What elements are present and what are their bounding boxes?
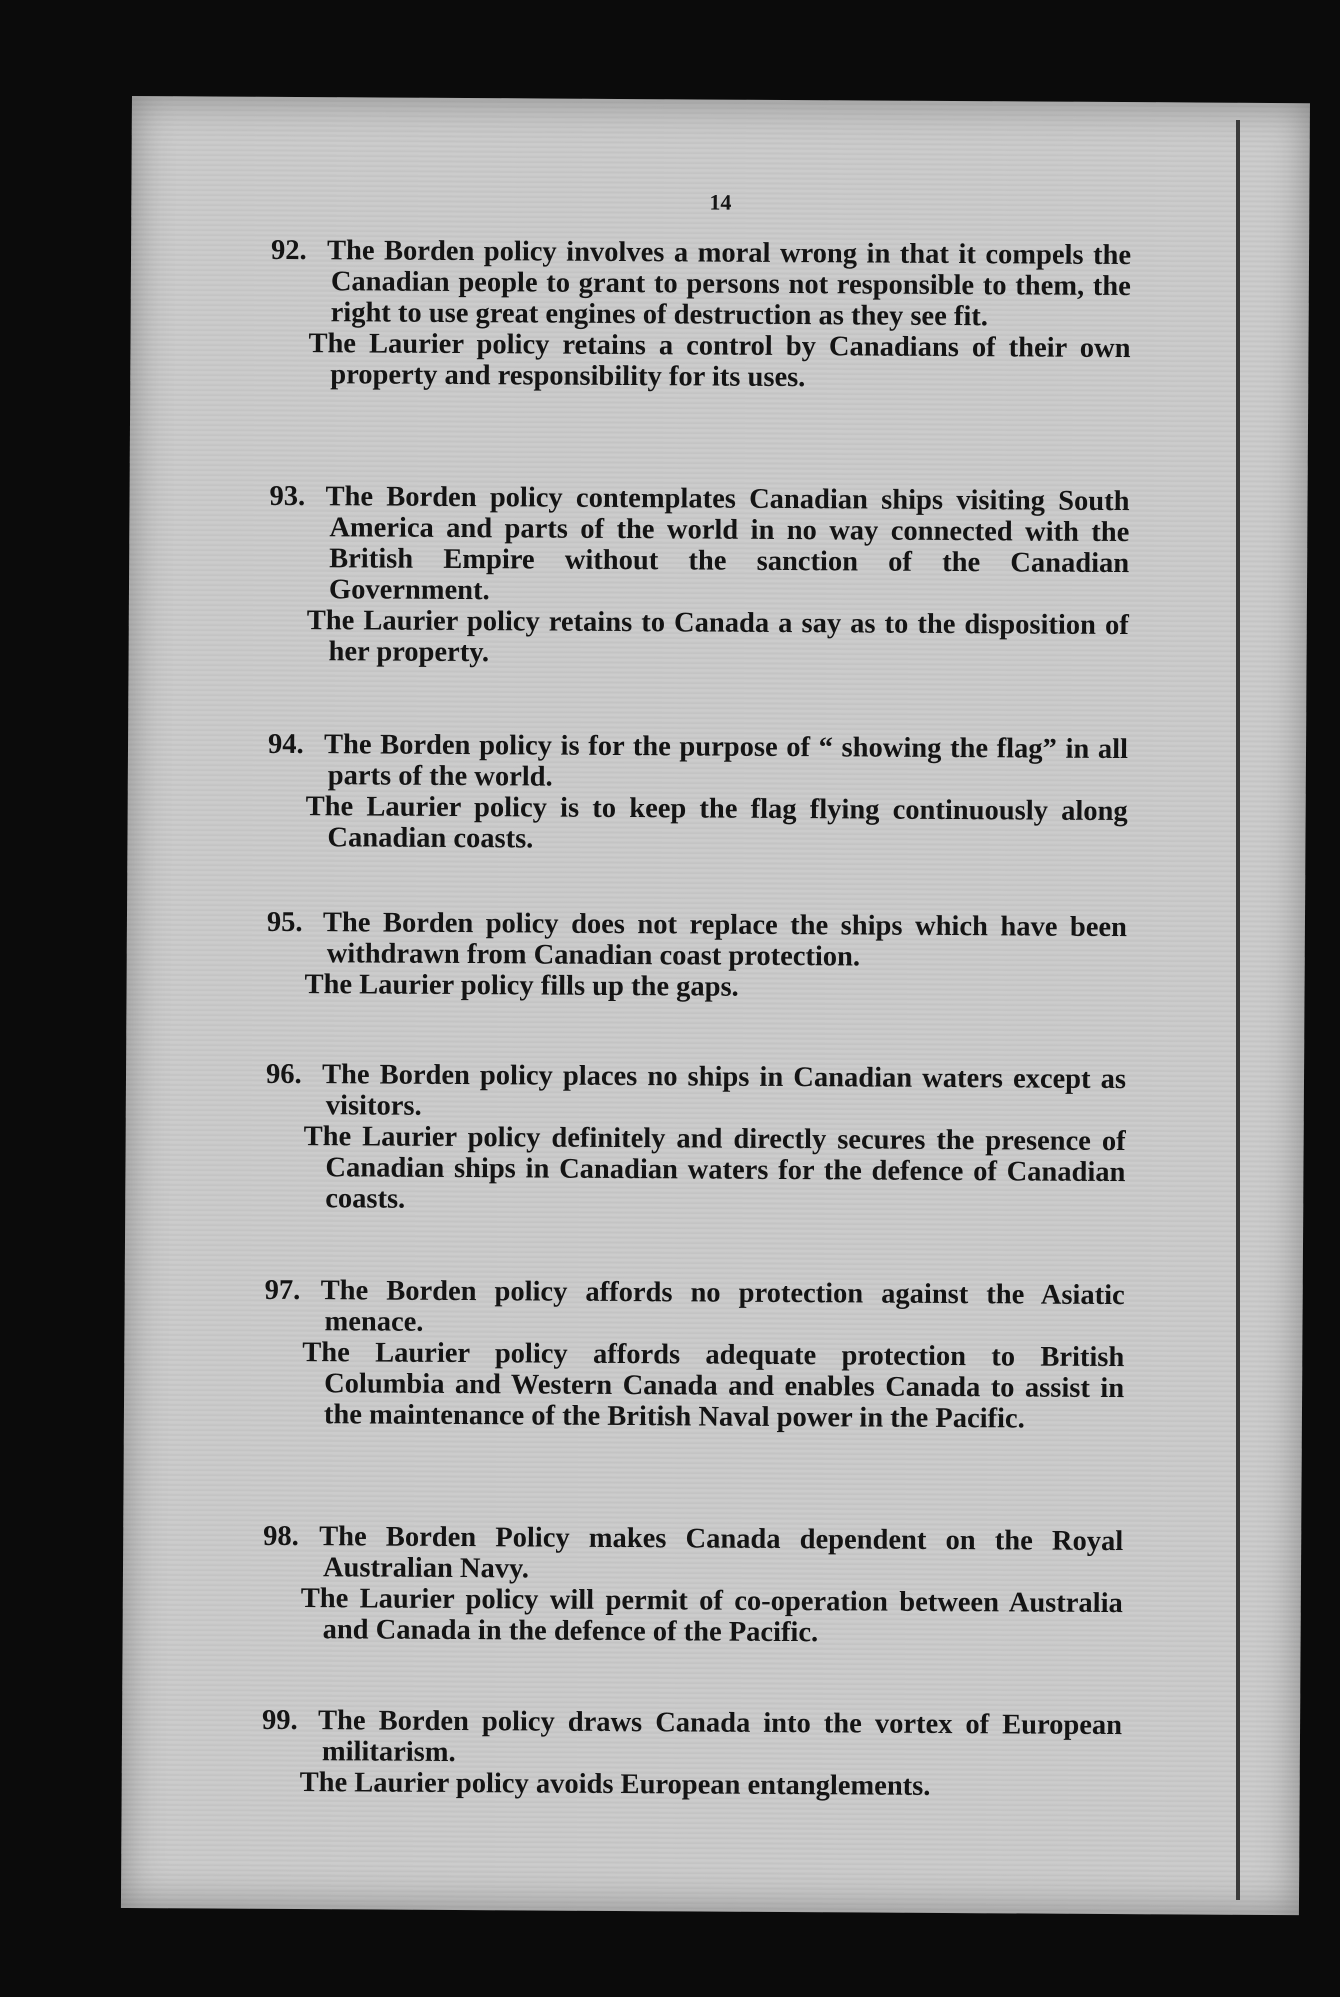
page-edge-divider xyxy=(1236,120,1240,1900)
borden-statement xyxy=(268,729,1128,796)
borden-text: The Borden policy is for the purpose of “ showing the flag” in all parts of the world. xyxy=(323,729,1129,793)
laurier-statement: The Laurier policy retains to Canada a say as to the disposition of her property. xyxy=(306,605,1129,669)
borden-statement xyxy=(264,1275,1124,1342)
item-number: 98. xyxy=(263,1520,299,1553)
list-item-94 xyxy=(267,729,1128,858)
borden-statement xyxy=(262,1705,1122,1772)
laurier-statement: The Laurier policy will permit of co-operation between Australia and Canada in the defence of the Pacific. xyxy=(300,1583,1123,1649)
laurier-statement: The Laurier policy retains a control by Canadians of their own property and responsibility for its uses. xyxy=(308,328,1131,394)
item-number: 96. xyxy=(265,1058,302,1091)
borden-statement xyxy=(271,235,1132,333)
document-page xyxy=(121,96,1310,1915)
list-item-99 xyxy=(262,1705,1123,1803)
borden-text: The Borden policy draws Canada into the vortex of European militarism. xyxy=(317,1705,1123,1769)
list-item-96 xyxy=(265,1059,1126,1219)
borden-statement xyxy=(263,1521,1123,1588)
borden-text: The Borden policy affords no protection against the Asiatic menace. xyxy=(320,1275,1125,1338)
borden-text: The Borden policy contemplates Canadian ships visiting South America and parts of the world in no way connected with the British Empire without the sanction of the Canadian Government. xyxy=(325,481,1130,607)
list-item-97 xyxy=(264,1275,1125,1435)
borden-text: The Borden policy involves a moral wrong in that it compels the Canadian people to grant to persons not responsible to them, the right to use great engines of destruction as they see fit. xyxy=(326,235,1132,333)
laurier-statement: The Laurier policy definitely and directly secures the presence of Canadian ships in Canadian waters for the defence of Canadian coasts. xyxy=(303,1121,1126,1215)
laurier-statement: The Laurier policy is to keep the flag flying continuously along Canadian coasts. xyxy=(305,791,1128,855)
item-number: 99. xyxy=(261,1704,298,1737)
list-item-92 xyxy=(270,235,1131,395)
item-number: 94. xyxy=(267,728,304,761)
list-item-95 xyxy=(266,907,1127,1005)
borden-text: The Borden policy does not replace the ships which have been withdrawn from Canadian coast protection. xyxy=(322,907,1128,973)
borden-statement xyxy=(267,907,1127,974)
item-number: 95. xyxy=(266,906,303,939)
laurier-statement: The Laurier policy fills up the gaps. xyxy=(304,969,739,1003)
borden-statement xyxy=(269,481,1130,610)
borden-text: The Borden Policy makes Canada dependent on the Royal Australian Navy. xyxy=(319,1521,1124,1585)
item-number: 97. xyxy=(264,1274,301,1307)
laurier-statement: The Laurier policy avoids European entanglements. xyxy=(299,1767,931,1802)
laurier-statement: The Laurier policy affords adequate protection to British Columbia and Western Canada and enables Canada to assist in the maintenance of the British Naval power in the Pacific. xyxy=(302,1337,1125,1435)
borden-statement xyxy=(266,1059,1126,1126)
item-number: 92. xyxy=(270,234,307,267)
page-number: 14 xyxy=(709,189,732,215)
borden-text: The Borden policy places no ships in Canadian waters except as visitors. xyxy=(321,1059,1127,1122)
item-number: 93. xyxy=(269,480,306,513)
list-item-93 xyxy=(269,481,1130,672)
list-item-98 xyxy=(263,1521,1124,1650)
